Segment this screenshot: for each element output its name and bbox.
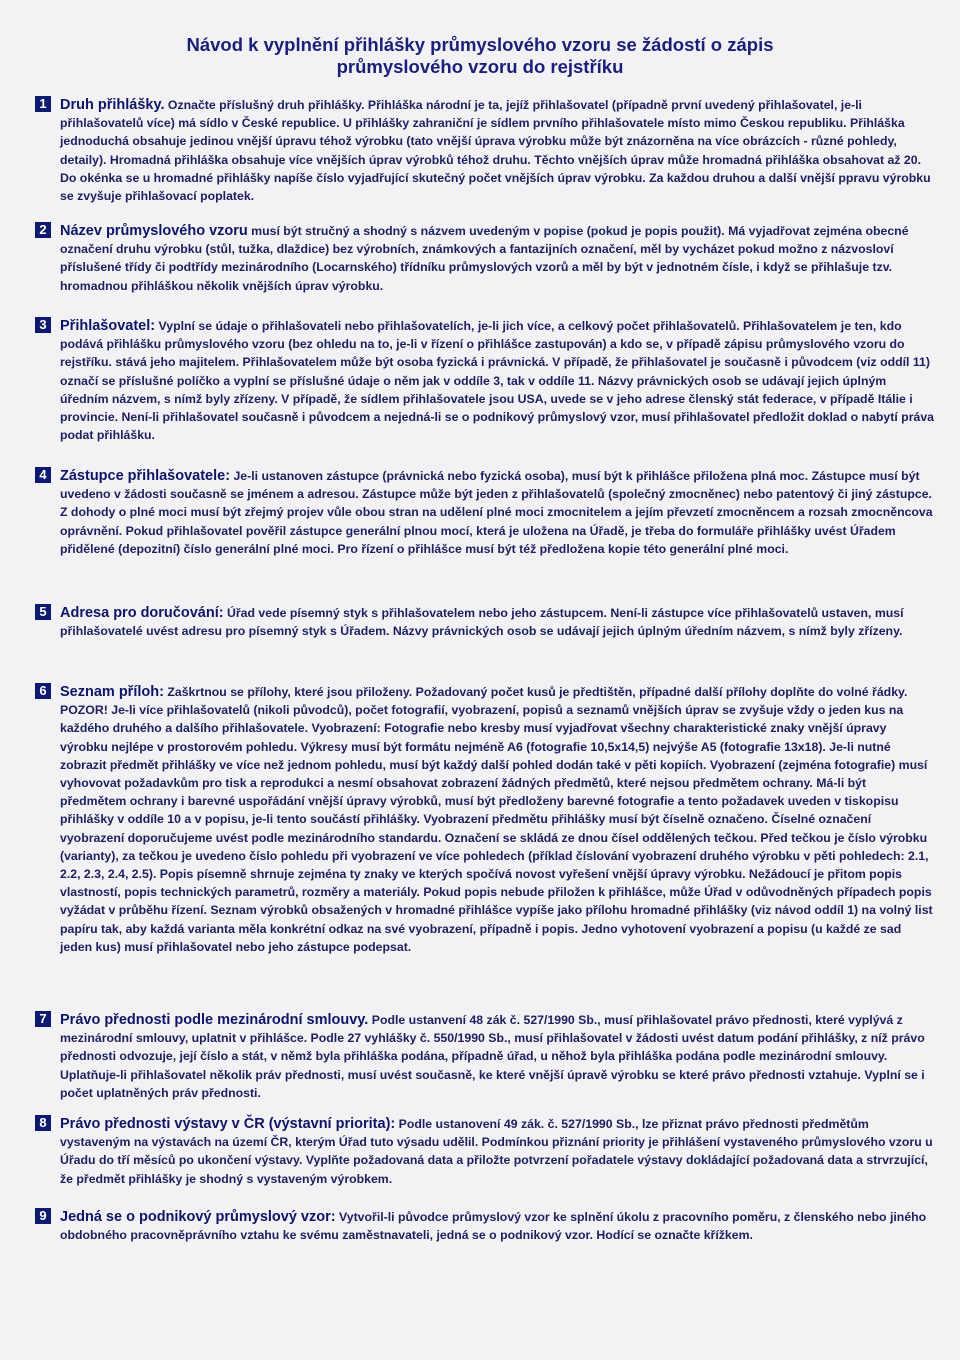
section-6-attachments bbox=[35, 683, 935, 956]
section-text: Je-li ustanoven zástupce (právnická nebo fyzická osoba), musí být k přihlášce přiložena plná moc. Zástupce musí být uvedeno v žádosti současně se jménem a adresou. Zástupce může být jeden z přihlašovatelů (společný zmocněnec) nebo patentový či jiný zástupce. Z dohody o plné moci musí být zřejmý projev vůle obou stran na udělení plné moci zmocnitelem a jejím převzetí zmocněncem a rozsah zmocněncova oprávnění. Pokud přihlašovatel pověřil zástupce generální plnou mocí, která je uložena na Úřadě, je třeba do formuláře přihlášky uvést Úřadem přidělené (depozitní) číslo generální plné moci. Pro řízení o přihlášce musí být též předložena kopie této generální plné moci. bbox=[60, 469, 933, 556]
section-heading: Seznam příloh: bbox=[60, 684, 164, 700]
section-heading: Adresa pro doručování: bbox=[60, 605, 224, 621]
section-number-badge: 5 bbox=[35, 604, 51, 620]
section-1-type bbox=[35, 96, 935, 205]
section-3-applicant bbox=[35, 317, 935, 444]
section-heading: Přihlašovatel: bbox=[60, 318, 156, 334]
section-text: Úřad vede písemný styk s přihlašovatelem nebo jeho zástupcem. Není-li zástupce více přihlašovatelů ustaven, musí přihlašovatelé uvést adresu pro písemný styk s Úřadem. Názvy právnických osob se udávají jejich úplným úředním názvem, s nímž byly zřízeny. bbox=[60, 606, 904, 639]
section-4-representative bbox=[35, 467, 935, 558]
section-number-badge: 7 bbox=[35, 1011, 51, 1027]
section-text: Podle ustanovení 49 zák. č. 527/1990 Sb., lze přiznat právo přednosti předmětům vystaveným na výstavách na území ČR, kterým Úřad tuto výsadu udělil. Podmínkou přiznání priority je přihlášení vystaveného průmyslového vzoru u Úřadu do tří měsíců po ukončení výstavy. Vyplňte požadovaná data a přiložte potvrzení pořadatele výstavy dokládající požadovaná data a strvrzující, že předmět přihlášky je shodný s vystaveným výrobkem. bbox=[60, 1117, 933, 1186]
section-heading: Právo přednosti podle mezinárodní smlouvy. bbox=[60, 1012, 369, 1028]
section-heading: Zástupce přihlašovatele: bbox=[60, 468, 231, 484]
section-text: musí být stručný a shodný s názvem uvedeným v popise (pokud je popis použit). Má vyjadřovat zejména obecné označení druhu výrobku (stůl, tužka, dlaždice) bez výrobních, známkových a fantazijních označení, měl by vycházet pokud možno z názvosloví příslušené třídy či podtřídy mezinárodního (Locarnského) třídníku průmyslových vzorů a měl by být v jednotném čísle, i když se přihlašuje tzv. hromadnou přihláškou několik vnějších úprav výrobku. bbox=[60, 224, 909, 293]
section-text: Vytvořil-li původce průmyslový vzor ke splnění úkolu z pracovního poměru, z členského nebo jiného obdobného pracovněprávního vztahu ke svému zaměstnavateli, jedná se o podnikový vzor. Hodící se označte křížkem. bbox=[60, 1210, 927, 1243]
section-number-badge: 2 bbox=[35, 222, 51, 238]
section-text: Zaškrtnou se přílohy, které jsou přiloženy. Požadovaný počet kusů je předtištěn, případné další přílohy doplňte do volné řádky. POZOR! Je-li více přihlašovatelů (nikoli původců), počet fotografií, vyobrazení, popisů a seznamů vnějších úprav se zvyšuje vždy o jeden kus na každého druhého a dalšího přihlašovatele. Vyobrazení: Fotografie nebo kresby musí vyjadřovat všechny charakteristické znaky vnější úpravy výrobku nejlépe v prostorovém pohledu. Výkresy musí být formátu nejméně A6 (fotografie 10,5x14,5) nejvýše A5 (fotografie 13x18). Je-li nutné zobrazit předmět přihlášky ve více než jednom pohledu, musí být každý další pohled dodán také v pěti kopiích. Vyobrazení (zejména fotografie) musí vyhovovat požadavkům pro tisk a reprodukci a nesmí obsahovat zobrazení žádných předmětů, které nejsou předmětem ochrany. Má-li být předmětem ochrany i barevné uspořádání vnější úpravy výrobků, musí být předloženy barevné fotografie a tento požadavek uveden v tiskopisu přihlášky v oddíle 10 a v popisu, je-li tento součástí přihlášky. Vyobrazení předmětu přihlášky musí být číselně označeno. Číselné označení vyobrazení doporučujeme uvést podle mezinárodního standardu. Označení se skládá ze dnou čísel oddělených tečkou. Před tečkou je číslo výrobku (varianty), za tečkou je uvedeno číslo pohledu při vyobrazení ve více pohledech (příklad číslování vyobrazení druhého výrobku v pěti pohledech: 2.1, 2.2, 2.3, 2.4, 2.5). Popis písemně shrnuje zejména ty znaky ve kterých spočívá novost vyřešení vnější úpravy výrobku. Nežádoucí je přitom popis vlastností, popis technických parametrů, rozměry a materiály. Pokud popis nebude přiložen k přihlášce, může Úřad v odůvodněných případech popis vyžádat v průběhu řízení. Seznam výrobků obsažených v hromadné přihlášce vypíše jako přílohu hromadné přihlášky (viz návod oddíl 1) na volný list papíru tak, aby každá varianta měla konkrétní odkaz na své vyobrazení, případně i popis. Jedno vyhotovení vyobrazení a popisu (u každé ze sad jeden kus) musí přihlašovatel nebo jeho zástupce podepsat. bbox=[60, 685, 933, 954]
section-text: Podle ustanvení 48 zák č. 527/1990 Sb., musí přihlašovatel právo přednosti, které vyplývá z mezinárodní smlouvy, uplatnit v přihlášce. Podle 27 vyhlášky č. 550/1990 Sb., musí přihlašovatel v žádosti uvést datum podání přihlášky, z níž právo přednosti odvozuje, její číslo a stát, v němž byla přihláška podána, případně úřad, u něhož byla přihláška podána podle mezinárodní smlouvy. Uplatňuje-li přihlašovatel několik práv přednosti, musí uvést současně, ke které vnější úpravě výrobku se které právo přednosti vztahuje. Vyplní se i počet uplatněných práv přednosti. bbox=[60, 1013, 925, 1100]
section-number-badge: 8 bbox=[35, 1115, 51, 1131]
section-number-badge: 9 bbox=[35, 1208, 51, 1224]
page-title-line-2: průmyslového vzoru do rejstříku bbox=[336, 56, 624, 77]
section-9-corporate-design bbox=[35, 1208, 935, 1244]
section-number-badge: 1 bbox=[35, 96, 51, 112]
section-text: Označte příslušný druh přihlášky. Přihláška národní je ta, jejíž přihlašovatel (případně první uvedený přihlašovatel, je-li přihlašovatelů více) má sídlo v České republice. U přihlášky zahraniční je sídlem prvního přihlašovatele místo mimo Českou republiku. Přihláška jednoduchá obsahuje jedinou vnější úpravu téhož výrobku (tato vnější úprava výrobku může být znázorněna na více obrázcích - různé pohledy, detaily). Hromadná přihláška obsahuje více vnějších úprav výrobků téhož druhu. Těchto vnějších úprav může hromadná přihláška obsahovat až 20. Do okénka se u hromadné přihlášky napíše číslo vyjadřující skutečný počet vnějších úprav výrobku. Za každou druhou a další vnější ppravu výrobku se zvyšuje přihlašovací poplatek. bbox=[60, 98, 931, 204]
section-5-delivery-address bbox=[35, 604, 935, 640]
section-heading: Název průmyslového vzoru bbox=[60, 223, 248, 239]
section-number-badge: 4 bbox=[35, 467, 51, 483]
section-number-badge: 3 bbox=[35, 317, 51, 333]
section-number-badge: 6 bbox=[35, 683, 51, 699]
section-heading: Druh přihlášky. bbox=[60, 97, 165, 113]
section-8-exhibition-priority bbox=[35, 1115, 935, 1188]
section-heading: Právo přednosti výstavy v ČR (výstavní priorita): bbox=[60, 1116, 396, 1132]
section-text: Vyplní se údaje o přihlašovateli nebo přihlašovatelích, je-li jich více, a celkový počet přihlašovatelů. Přihlašovatelem je ten, kdo podává přihlášku průmyslového vzoru (bez ohledu na to, je-li v řízení o přihlášce zastupován) a kdo se, v případě zápisu průmyslového vzoru do rejstříku. stává jeho majitelem. Přihlašovatelem může být osoba fyzická i právnická. V případě, že přihlašovatel je současně i původcem (viz oddíl 11) označí se příslušné políčko a vyplní se příslušné údaje o něm jak v oddíle 3, tak v oddíle 11. Názvy právnických osob se udávají jejich úplným úředním názvem, s nímž byly zřízeny. V případě, že sídlem přihlašovatele jsou USA, uvede se v jeho adrese členský stát federace, v případě Itálie i provincie. Není-li přihlašovatel současně i původcem a nejedná-li se o podnikový průmyslový vzor, musí přihlašovatel předložit doklad o nabytí práva podat přihlášku. bbox=[60, 319, 934, 443]
section-heading: Jedná se o podnikový průmyslový vzor: bbox=[60, 1209, 336, 1225]
page-title-line-1: Návod k vyplnění přihlášky průmyslového vzoru se žádostí o zápis bbox=[186, 34, 774, 55]
page-title bbox=[90, 34, 870, 78]
section-2-design-name bbox=[35, 222, 935, 295]
section-7-priority-treaty bbox=[35, 1011, 935, 1102]
